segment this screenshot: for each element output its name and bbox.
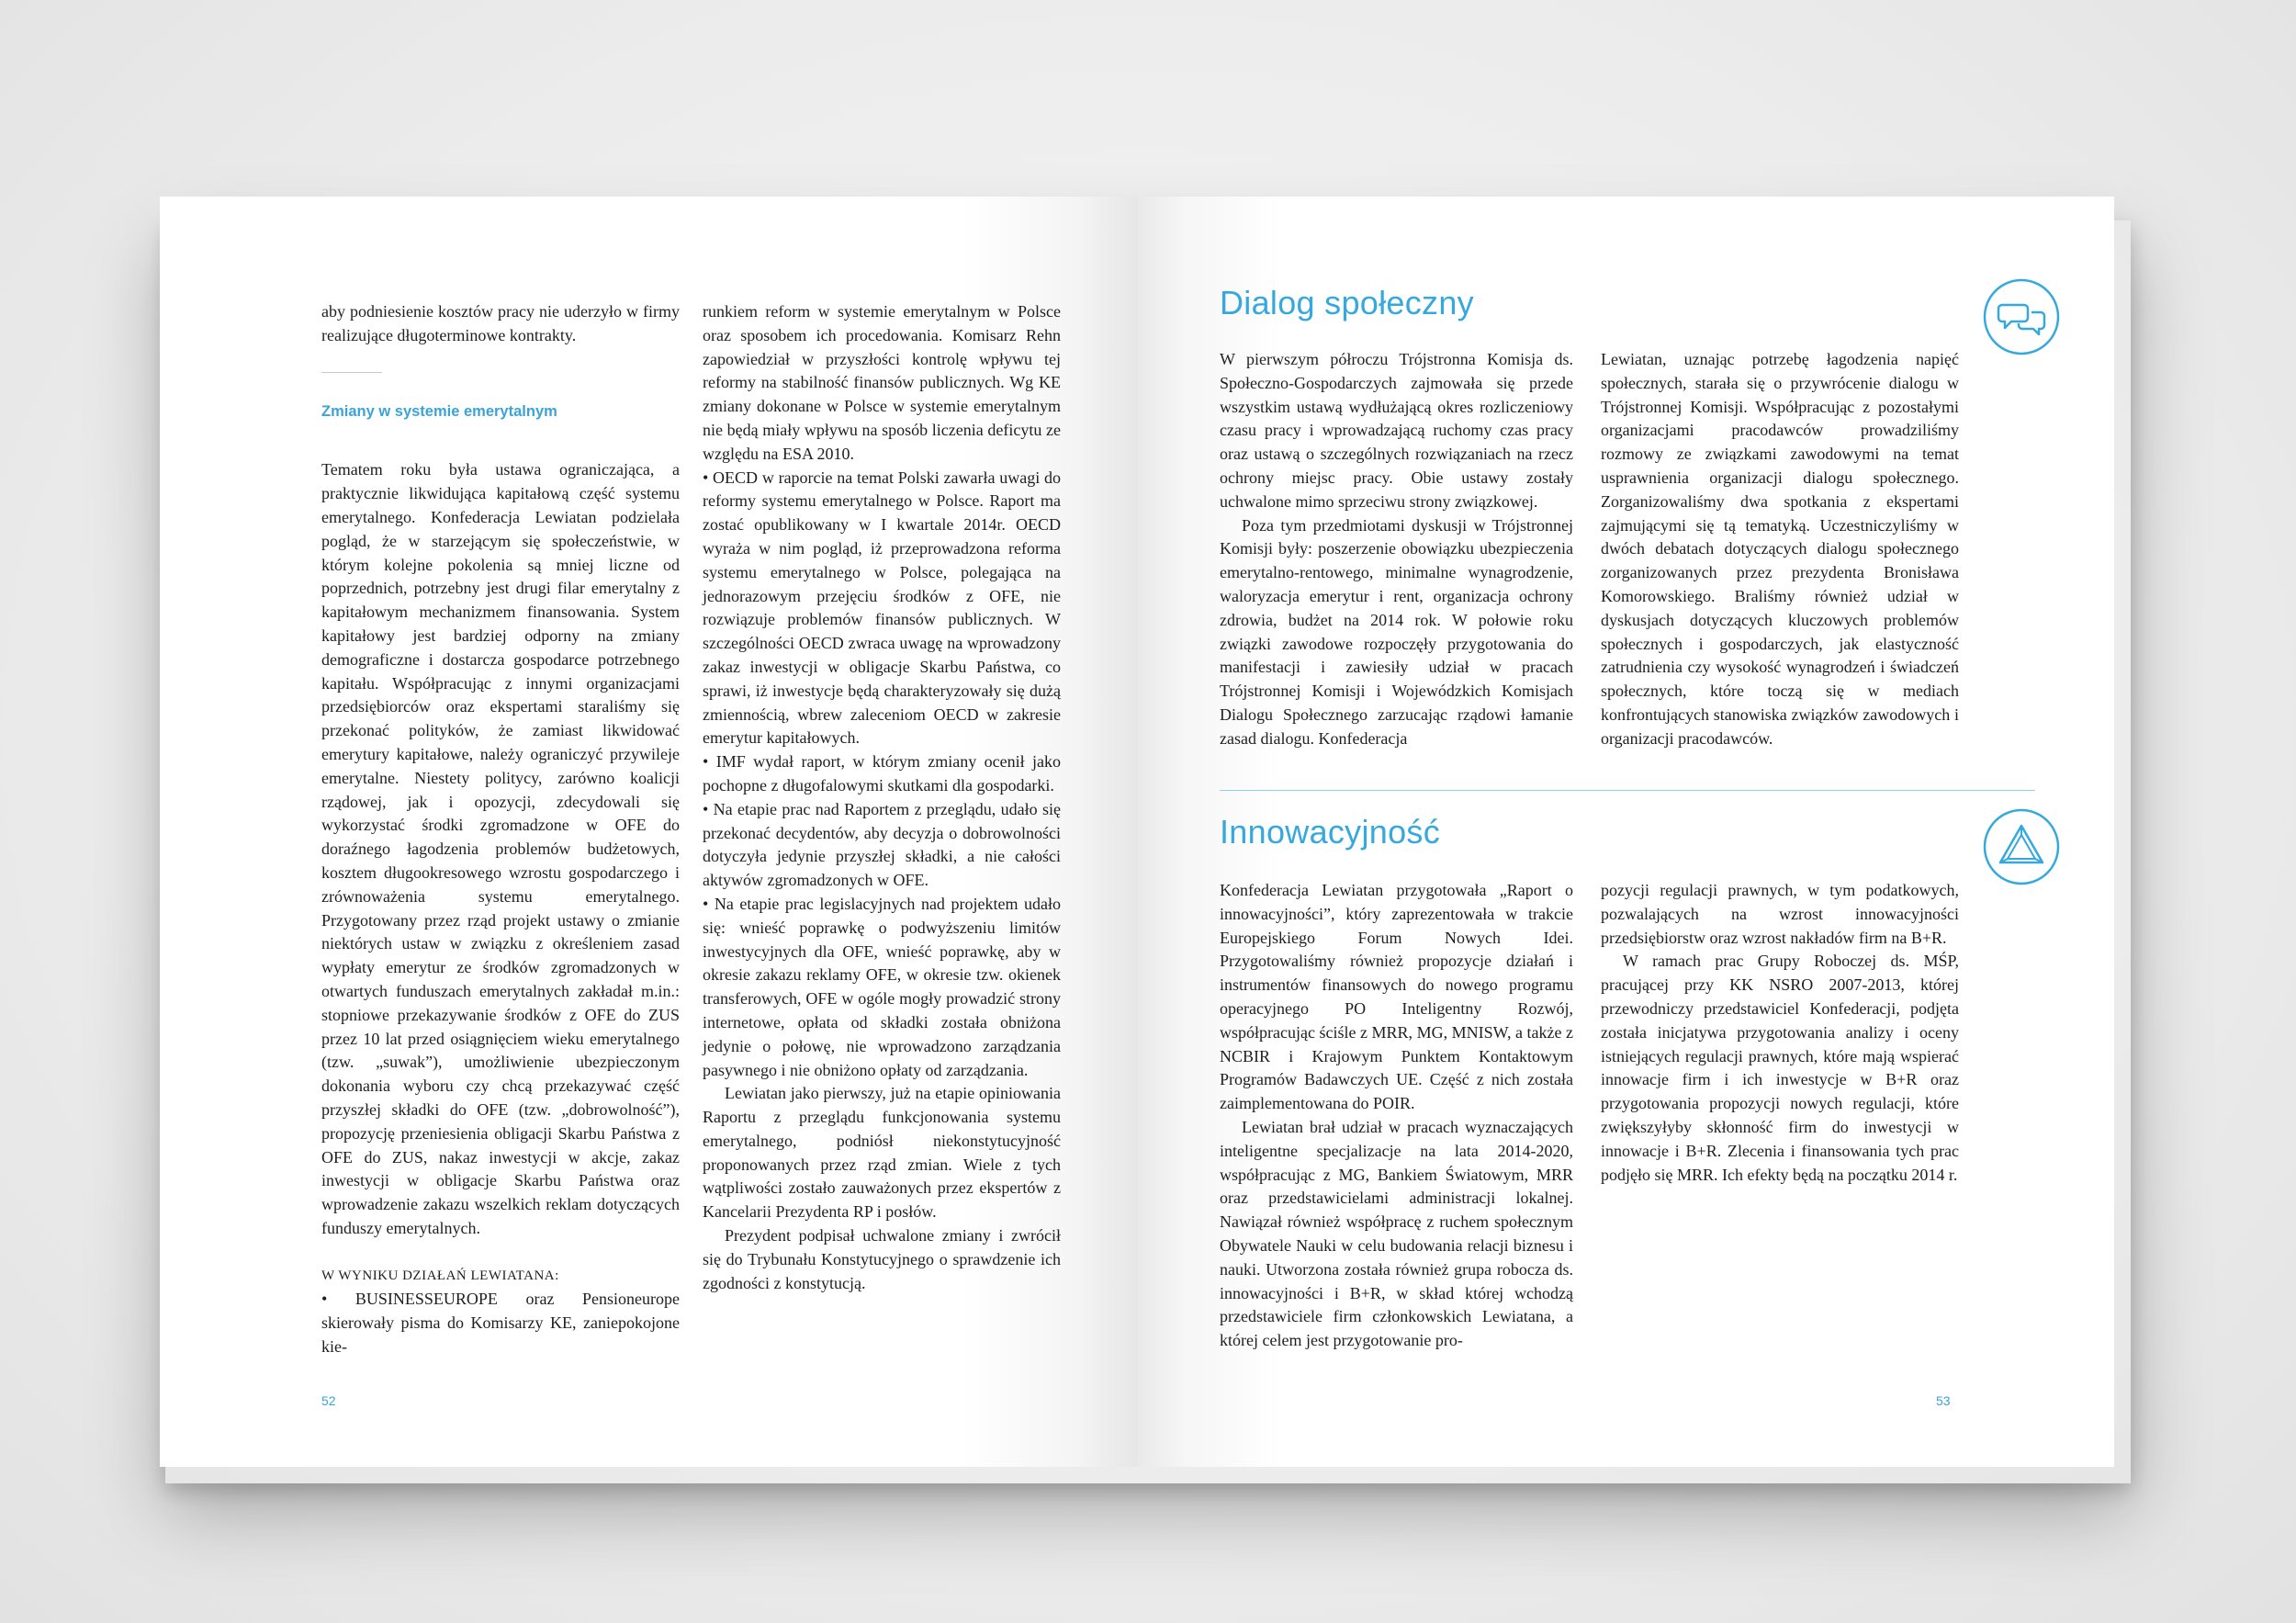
paragraph: Lewiatan brał udział w pracach wyznaczających inteligentne specjalizacje na lata 2014-2020, współpracując z MG, Bankiem Światowym, MRR oraz przedstawicielami administracji lokalnej. Nawiązał również współpracę z ruchem społecznym Obywatele Nauki w celu budowania relacji biznesu i nauki. Utworzona została również grupa robocza ds. innowacyjności i B+R, w skład której wchodzą przedstawiciele firm członkowskich Lewiatana, a której celem jest przygotowanie pro-: [1220, 1117, 1573, 1350]
paragraph: Poza tym przedmiotami dyskusji w Trójstronnej Komisji były: poszerzenie obowiązku ubezpieczenia emerytalno-rentowego, minimalne wynagrodzenie, waloryzacja emerytur i rent, organizacja ochrony zdrowia, budżet na 2014 rok. W połowie roku związki zawodowe rozpoczęły przygotowania do manifestacji i zawiesiły udział w pracach Trójstronnej Komisji i Wojewódzkich Komisjach Dialogu Społecznego zarzucając rządowi łamanie zasad dialogu. Konfederacja: [1220, 515, 1573, 748]
page-number: 53: [1936, 1393, 1951, 1408]
paragraph: W ramach prac Grupy Roboczej ds. MŚP, pracującej przy KK NSRO 2007-2013, której przewodniczy przedstawiciel Konfederacji, podjęta została inicjatywa przygotowania analizy i oceny istniejących regulacji prawnych, które mają wspierać innowacje firm i ich inwestycje w B+R oraz przygotowania propozycji nowych regulacji, które zwiększyłyby skłonność firm do inwestycji w innowacje i B+R. Zlecenia i finansowania tych prac podjęło się MRR. Ich efekty będą na początku 2014 r.: [1601, 952, 1959, 1184]
bullet-item: • IMF wydał raport, w którym zmiany ocenił jako pochopne z długofalowymi skutkami dla gospodarki.: [703, 752, 1061, 795]
left-page-column-2: [703, 300, 1061, 1295]
dialog-column-2: [1601, 348, 1959, 751]
bullet-item: • Na etapie prac nad Raportem z przeglądu, udało się przekonać decydentów, aby decyzja o dobrowolności dotyczyła jedynie przyszłej składki, a nie całości aktywów zgromadzonych w OFE.: [703, 799, 1061, 890]
section-title-dialog: Dialog społeczny: [1220, 284, 1474, 321]
right-page: [1137, 197, 2114, 1467]
innovation-column-1: [1220, 879, 1573, 1353]
section-divider: [1220, 790, 2035, 791]
paragraph: Tematem roku była ustawa ograniczająca, a praktycznie likwidująca kapitałową część systemu emerytalnego. Konfederacja Lewiatan podzielała pogląd, że w starzejącym się społeczeństwie, w którym kolejne pokolenia są mniej liczne od poprzednich, potrzebny jest drugi filar emerytalny z kapitałowym mechanizmem finansowania. System kapitałowy jest bardziej odporny na zmiany demograficzne i dostarcza gospodarce potrzebnego kapitału. Współpracując z innymi organizacjami przedsiębiorców oraz ekspertami staraliśmy się przekonać polityków, że zamiast likwidować emerytury kapitałowe, należy ograniczyć przywileje emerytalne. Niestety politycy, zarówno koalicji rządowej, jak i opozycji, zdecydowali się wykorzystać środki zgromadzone w OFE do doraźnego łagodzenia problemów budżetowych, kosztem długookresowego wzrostu gospodarczego i zrównoważenia systemu emerytalnego. Przygotowany przez rząd projekt ustawy o zmianie niektórych ustaw w związku z określeniem zasad wypłaty emerytur ze środków zgromadzonych w otwartych funduszach emerytalnych zakładał m.in.: stopniowe przekazywanie środków z OFE do ZUS przez 10 lat przed osiągnięciem wieku emerytalnego (tzw. „suwak”), umożliwienie ubezpieczonym dokonania wyboru czy chcą przekazywać część przyszłej składki do OFE (tzw. „dobrowolność”), propozycję przeniesienia obligacji Skarbu Państwa z OFE do ZUS, nakaz inwestycji w akcje, zakaz inwestycji w obligacje Skarbu Państwa oraz wprowadzenie zakazu wszelkich reklam dotyczących funduszy emerytalnych.: [321, 460, 680, 1237]
paragraph: Lewiatan jako pierwszy, już na etapie opiniowania Raportu z przeglądu funkcjonowania systemu emerytalnego, podniósł niekonstytucyjność proponowanych przez rząd zmian. Wiele z tych wątpliwości zostało zauważonych przez ekspertów z Kancelarii Prezydenta RP i posłów.: [703, 1084, 1061, 1222]
paragraph: Lewiatan, uznając potrzebę łagodzenia napięć społecznych, starała się o przywrócenie dialogu w Trójstronnej Komisji. Współpracując z pozostałymi organizacjami pracodawców prowadziliśmy rozmowy ze związkami zawodowymi na temat usprawnienia organizacji dialogu społecznego. Zorganizowaliśmy dwa spotkania z ekspertami zajmującymi się tą tematyką. Uczestniczyliśmy w dwóch debatach dotyczących dialogu społecznego zorganizowanych przez prezydenta Bronisława Komorowskiego. Braliśmy również udział w dyskusjach dotyczących kluczowych problemów społecznych i gospodarczych, jak elastyczność zatrudnienia czy wysokość wynagrodzeń i świadczeń społecznych, które toczą się w mediach konfrontujących stanowiska związków zawodowych i organizacji pracodawców.: [1601, 350, 1959, 748]
bullet-item: • Na etapie prac legislacyjnych nad projektem udało się: wnieść poprawkę o podwyższeniu limitów inwestycyjnych dla OFE, wnieść poprawkę, aby w okresie zakazu reklamy OFE, w okresie tzw. okienek transferowych, OFE w ogóle mogły prowadzić strony internetowe, opłata od składki została obniżona jedynie o połowę, nie wprowadzono zarządzania pasywnego i nie obniżono opłaty od zarządzania.: [703, 894, 1061, 1079]
speech-bubbles-icon: [1982, 277, 2061, 356]
intro-paragraph: aby podniesienie kosztów pracy nie uderzyło w firmy realizujące długoterminowe kontrakty.: [321, 302, 680, 344]
paragraph: pozycji regulacji prawnych, w tym podatkowych, pozwalających na wzrost innowacyjności przedsiębiorstw oraz wzrost nakładów firm na B+R.: [1601, 881, 1959, 947]
impossible-triangle-icon: [1982, 807, 2061, 886]
paragraph: Prezydent podpisał uchwalone zmiany i zwrócił się do Trybunału Konstytucyjnego o sprawdzenie ich zgodności z konstytucją.: [703, 1226, 1061, 1292]
result-label: W WYNIKU DZIAŁAŃ LEWIATANA:: [321, 1268, 559, 1283]
section-title-innovation: Innowacyjność: [1220, 813, 1441, 851]
bullet-item-continuation: runkiem reform w systemie emerytalnym w Polsce oraz sposobem ich procedowania. Komisarz Rehn zapowiedział w przyszłości kontrolę wpływu tej reformy na stabilność finansów publicznych. Wg KE zmiany dokonane w Polsce w systemie emerytalnym nie będą miały wpływu na sposób liczenia deficytu ze względu na ESA 2010.: [703, 302, 1061, 463]
short-divider: [321, 372, 382, 373]
dialog-column-1: [1220, 348, 1573, 751]
page-number: 52: [321, 1393, 336, 1408]
bullet-item: • OECD w raporcie na temat Polski zawarła uwagi do reformy systemu emerytalnego w Polsce. Raport ma zostać opublikowany w I kwartale 2014r. OECD wyraża w nim pogląd, iż przeprowadzona reforma systemu emerytalnego w Polsce, polegająca na jednorazowym przejęciu środków z OFE, nie rozwiązuje problemów finansów publicznych. W szczególności OECD zwraca uwagę na wprowadzony zakaz inwestycji w obligacje Skarbu Państwa, co sprawi, iż inwestycje będą charakteryzowały się dużą zmiennością, wbrew zaleceniom OECD w zakresie emerytur kapitałowych.: [703, 468, 1061, 748]
left-page: [160, 197, 1137, 1467]
paragraph: Konfederacja Lewiatan przygotowała „Raport o innowacyjności”, który zaprezentowała w trakcie Europejskiego Forum Nowych Idei. Przygotowaliśmy również propozycje działań i instrumentów finansowych do nowego programu operacyjnego PO Inteligentny Rozwój, współpracując ściśle z MRR, MG, MNISW, a także z NCBIR i Krajowym Punktem Kontaktowym Programów Badawczych UE. Część z nich została zaimplementowana do POIR.: [1220, 881, 1573, 1113]
paragraph: W pierwszym półroczu Trójstronna Komisja ds. Społeczno-Gospodarczych zajmowała się przede wszystkim ustawą wydłużającą okres rozliczeniowy czasu pracy i wprowadzającą ruchomy czas pracy oraz ustawą o szczególnych rozwiązaniach na rzecz ochrony miejsc pracy. Obie ustawy zostały uchwalone mimo sprzeciwu strony związkowej.: [1220, 350, 1573, 511]
bullet-item: • BUSINESSEUROPE oraz Pensioneurope skierowały pisma do Komisarzy KE, zaniepokojone kie-: [321, 1290, 680, 1357]
left-page-column-1: [321, 300, 680, 1359]
subheading-pension-changes: Zmiany w systemie emerytalnym: [321, 402, 557, 420]
innovation-column-2: [1601, 879, 1959, 1187]
